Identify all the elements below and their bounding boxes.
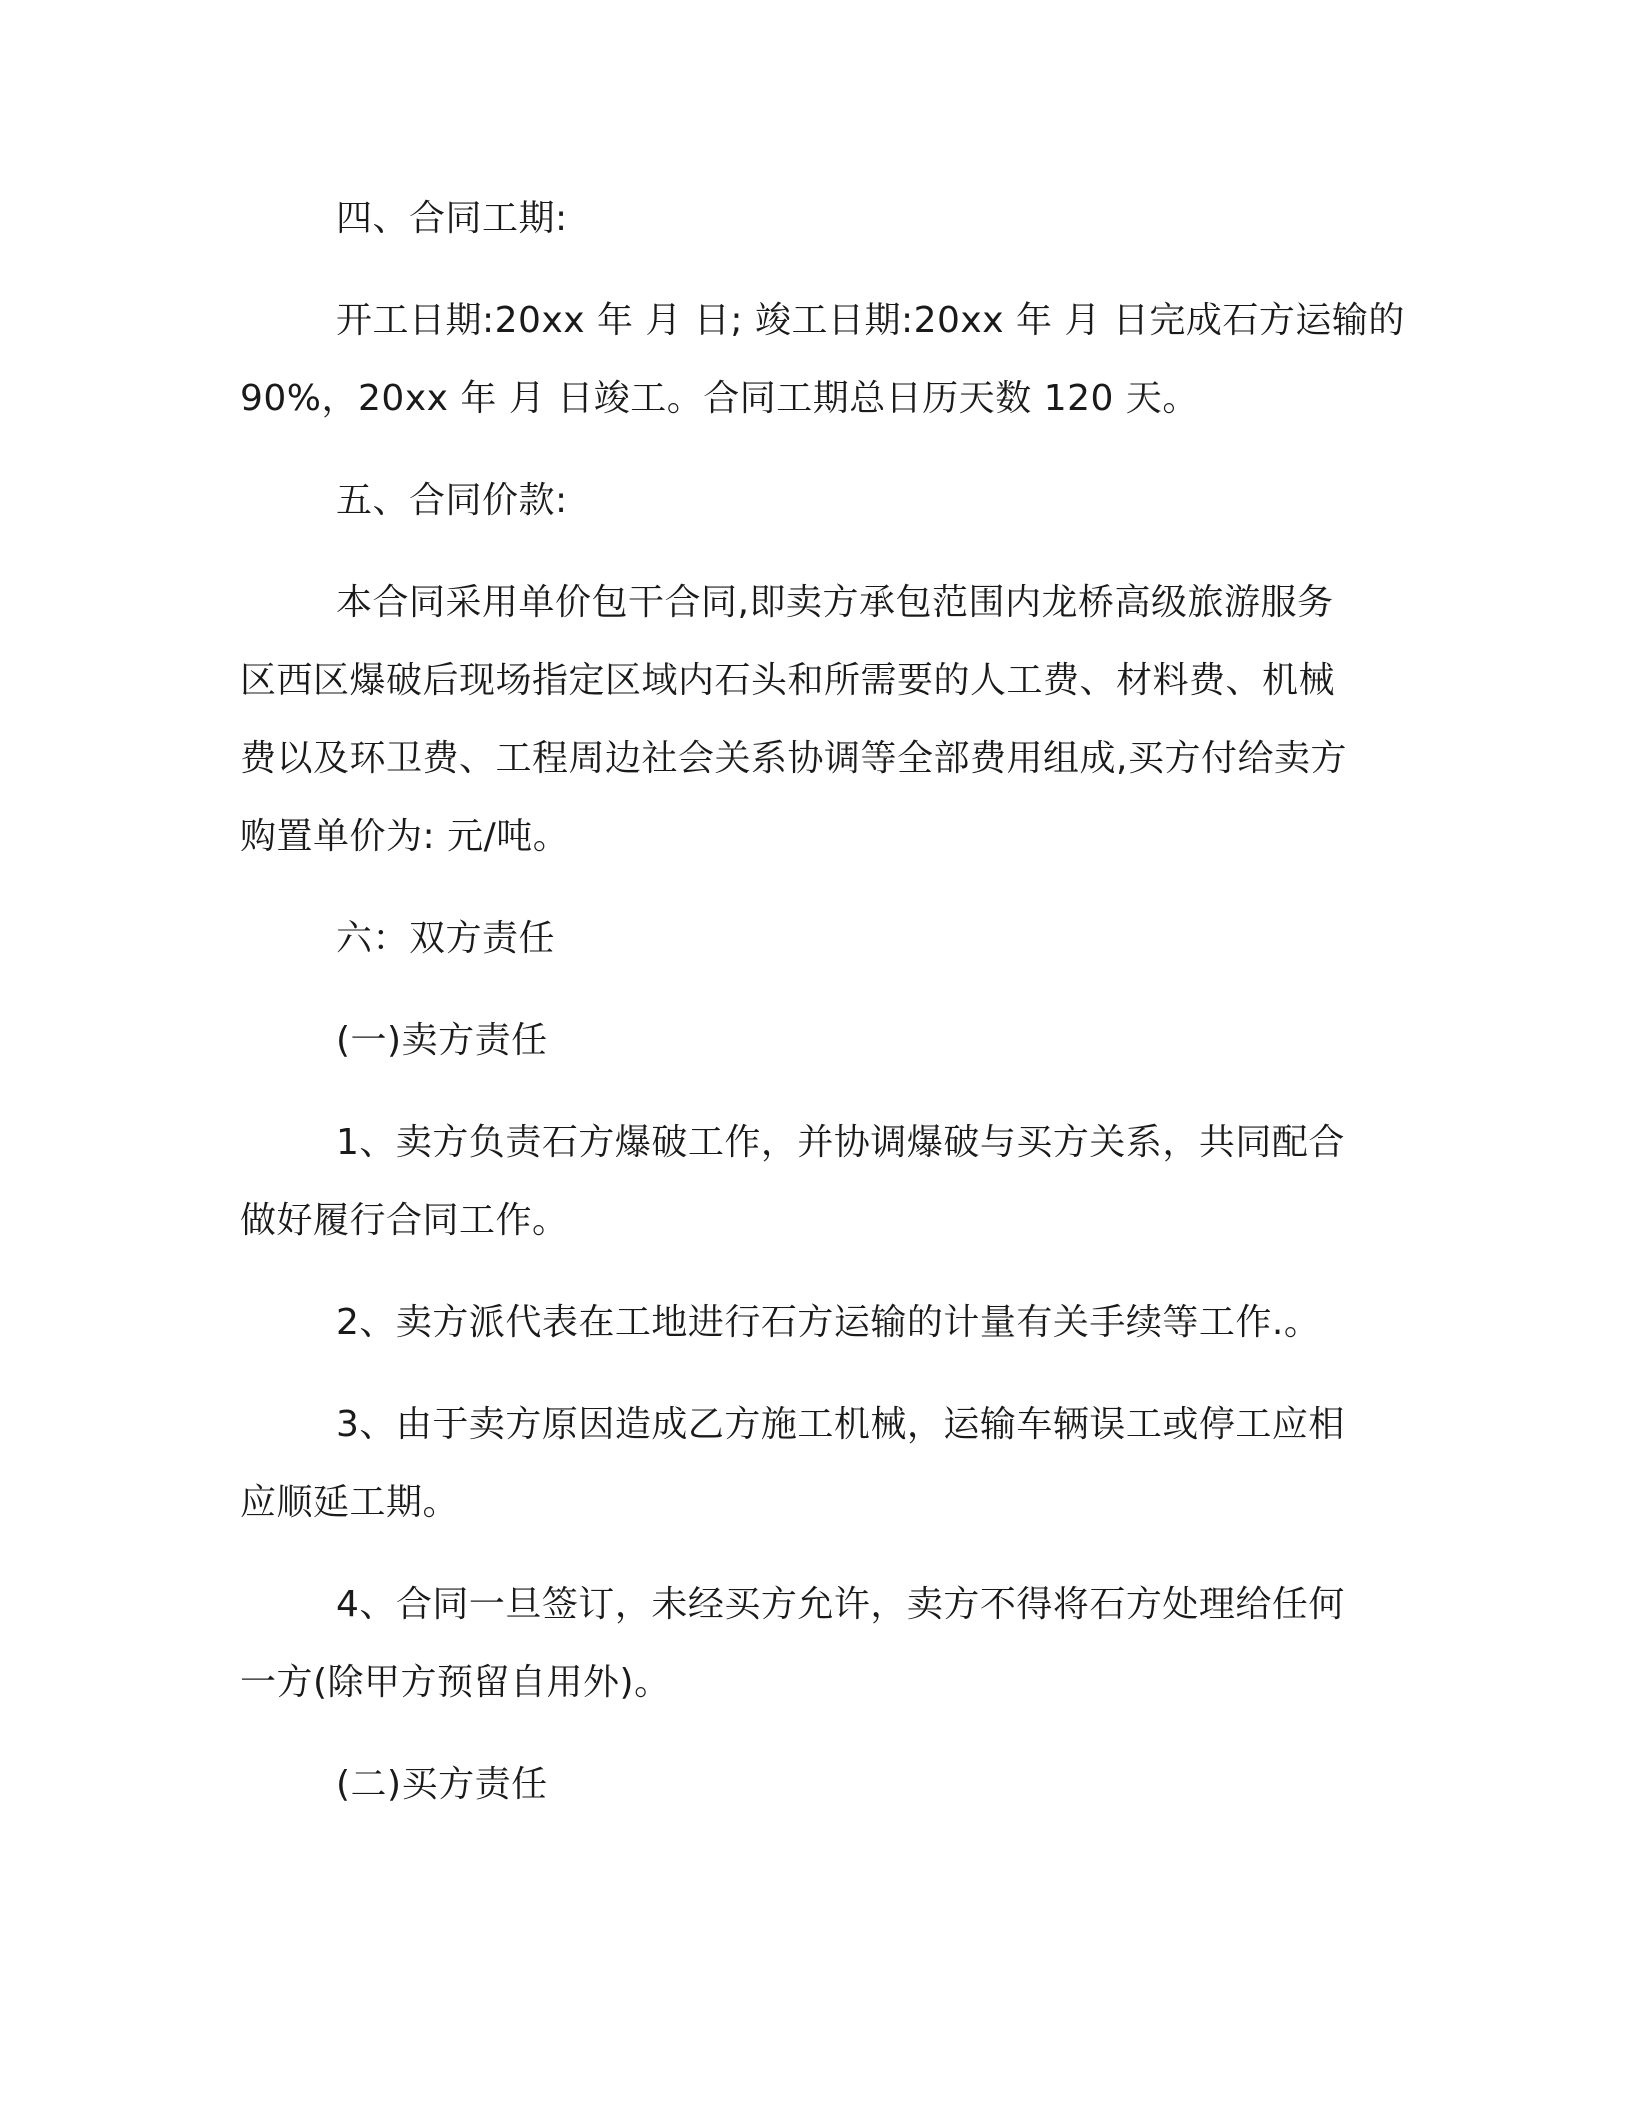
text-line: 2、卖方派代表在工地进行石方运输的计量有关手续等工作.。: [336, 1302, 1321, 1343]
text-line: 开工日期:20xx 年 月 日; 竣工日期:20xx 年 月 日完成石方运输的: [336, 300, 1405, 341]
subheading-buyer-responsibilities: [240, 1746, 1390, 1824]
heading-contract-period: [240, 180, 1390, 258]
subheading-seller-responsibilities: [240, 1002, 1390, 1080]
list-item-3: [240, 1386, 1390, 1542]
list-item-2: [240, 1284, 1390, 1362]
text-line: 区西区爆破后现场指定区域内石头和所需要的人工费、材料费、机械: [240, 660, 1336, 701]
paragraph-dates: [240, 282, 1405, 438]
text-line: 做好履行合同工作。: [240, 1200, 569, 1241]
text-line: (一)卖方责任: [336, 1020, 548, 1061]
text-line: 1、卖方负责石方爆破工作，并协调爆破与买方关系，共同配合: [336, 1122, 1345, 1163]
heading-contract-price: [240, 462, 1390, 540]
text-line: 一方(除甲方预留自用外)。: [240, 1662, 671, 1703]
text-line: 应顺延工期。: [240, 1482, 460, 1523]
heading-responsibilities: [240, 900, 1390, 978]
list-item-1: [240, 1104, 1390, 1260]
text-line: 四、合同工期:: [336, 198, 568, 239]
text-line: 费以及环卫费、工程周边社会关系协调等全部费用组成,买方付给卖方: [240, 738, 1347, 779]
text-line: 五、合同价款:: [336, 480, 568, 521]
text-line: 本合同采用单价包干合同,即卖方承包范围内龙桥高级旅游服务: [336, 582, 1334, 623]
text-line: 90%，20xx 年 月 日竣工。合同工期总日历天数 120 天。: [240, 378, 1199, 419]
text-line: 4、合同一旦签订，未经买方允许，卖方不得将石方处理给任何: [336, 1584, 1345, 1625]
list-item-4: [240, 1566, 1390, 1722]
paragraph-price-terms: [240, 564, 1390, 876]
text-line: (二)买方责任: [336, 1764, 548, 1805]
text-line: 六：双方责任: [336, 918, 556, 959]
text-line: 购置单价为: 元/吨。: [240, 816, 570, 857]
text-line: 3、由于卖方原因造成乙方施工机械，运输车辆误工或停工应相: [336, 1404, 1345, 1445]
